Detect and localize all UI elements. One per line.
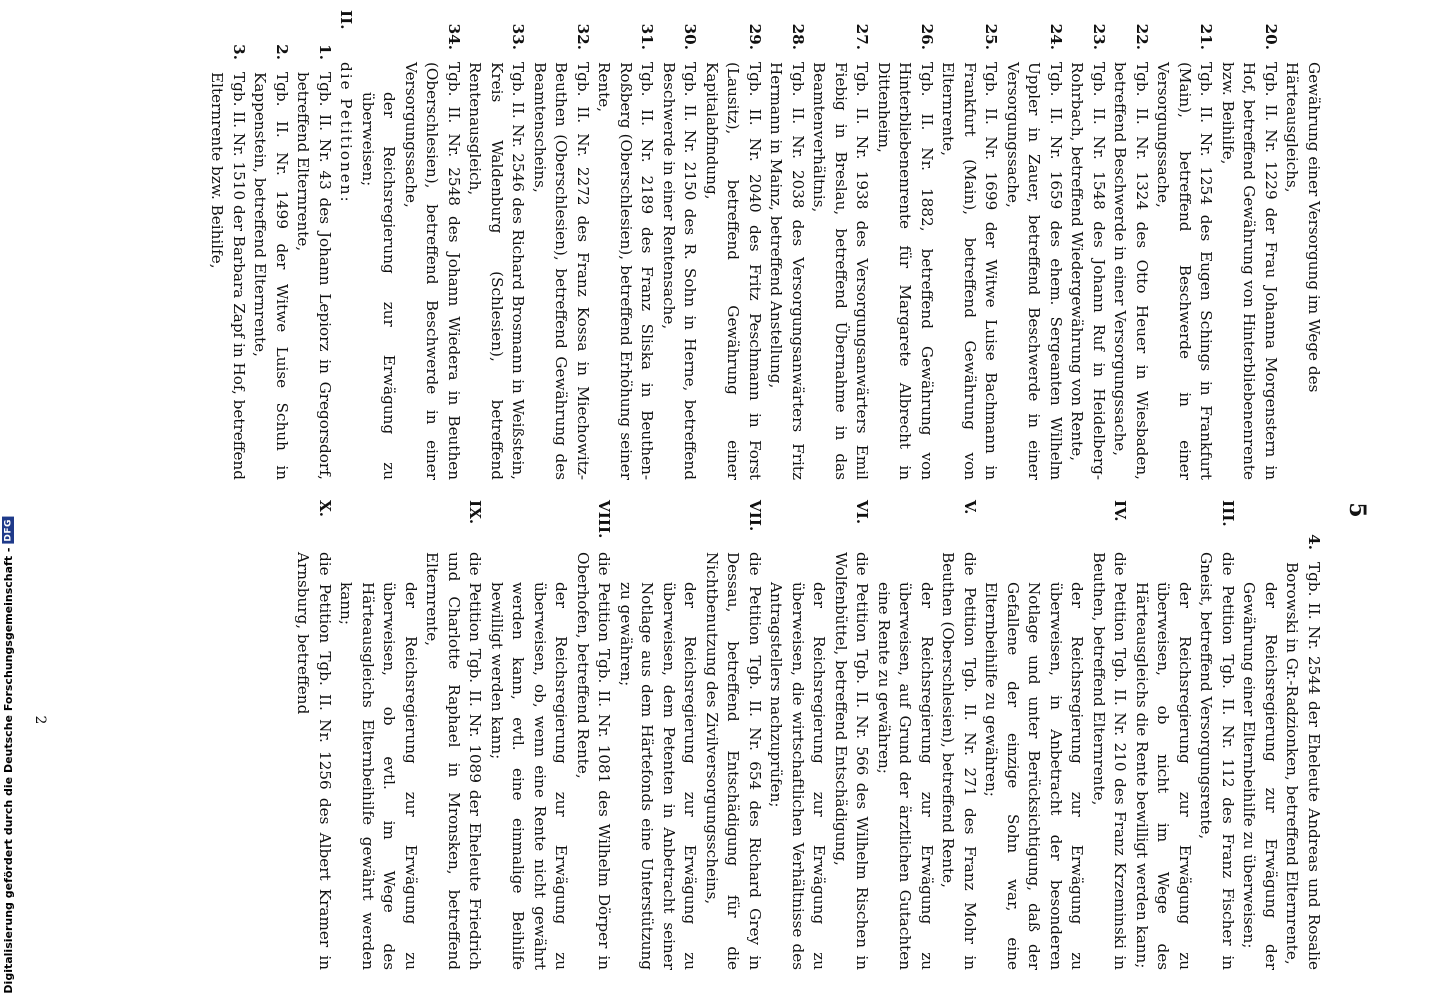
entry-number: 31. xyxy=(638,23,657,50)
entry-text: Tgb. II. Nr. 2272 des Franz Kossa in Miechowitz-Beuthen (Oberschlesien), betreffend Gewährung des Beamtenscheins, xyxy=(531,62,592,480)
section-heading xyxy=(830,500,873,970)
petition-entry xyxy=(1109,10,1152,480)
section-numeral: III. xyxy=(1219,500,1237,527)
petition-section xyxy=(292,500,335,970)
section-heading xyxy=(701,500,766,970)
entry-number: 24. xyxy=(1047,23,1065,50)
entry-number: 32. xyxy=(574,23,592,50)
resolution-text: der Reichsregierung zur Erwägung zu überweisen, dem Petenten in Anbetracht seiner Notlage aus dem Härtefonds eine Unterstützung zu gewähren; xyxy=(617,582,700,970)
section-heading xyxy=(937,500,980,970)
section-numeral: VI. xyxy=(853,500,872,525)
entry-number: 20. xyxy=(1262,23,1280,50)
section-text: die Petition Tgb. II. Nr. 654 des Richard Grey in Dessau, betreffend Entschädigung für die Nichtbenutzung des Zivilversorgungsscheins, xyxy=(703,552,764,970)
entry-text: Tgb. II. Nr. 2150 des R. Sohn in Herne, betreffend Beschwerde in einer Rentensache, xyxy=(660,62,700,480)
resolution-text: der Reichsregierung zur Erwägung zu überweisen, auf Grund der ärztlichen Gutachten eine Rente zu gewähren; xyxy=(875,582,936,970)
resolution-text: der Reichsregierung zur Erwägung zu überweisen; xyxy=(359,92,399,480)
petition-entry xyxy=(464,10,529,480)
petition-entry xyxy=(1002,10,1067,480)
petition-entry xyxy=(593,10,658,480)
section-numeral: V. xyxy=(961,500,979,515)
entry-text: Tgb. II. Nr. 1510 der Barbara Zapf in Hof, betreffend Elternrente bzw. Beihilfe, xyxy=(208,72,248,480)
digitization-credit xyxy=(2,517,15,994)
section-text: die Petition Tgb. II. Nr. 112 des Franz Fischer in Gneist, betreffend Versorgungsrente, xyxy=(1197,552,1237,970)
entry-number: 22. xyxy=(1133,23,1151,50)
petition-list-ii-continued xyxy=(1281,500,1324,970)
petition-sections xyxy=(292,500,1238,970)
petition-entry xyxy=(529,10,594,480)
entry-text: Tgb. II. Nr. 1229 der Frau Johanna Morgenstern in Hof, betreffend Gewährung von Hinterbliebenenrente bzw. Beihilfe, xyxy=(1219,62,1280,480)
entry-text: Tgb. II. Nr. 2038 des Versorgungsanwärters Fritz Hermann in Mainz, betreffend Anstellung, xyxy=(767,62,807,480)
entry-number: 29. xyxy=(746,23,764,50)
entry-number: 33. xyxy=(509,23,528,50)
section-numeral: IV. xyxy=(1111,500,1130,522)
entry-number: 4. xyxy=(1305,534,1323,550)
petition-entry xyxy=(1281,500,1324,970)
entry-number: 30. xyxy=(681,23,700,50)
petition-entry xyxy=(873,10,938,480)
entry-text: Tgb. II. Nr. 1499 der Witwe Luise Schuh in Kappenstein, betreffend Elternrente, xyxy=(251,72,291,480)
section-numeral: IX. xyxy=(466,500,485,525)
section-text: die Petition Tgb. II. Nr. 271 des Franz Mohr in Beuthen (Oberschlesien), betreffend Rente, xyxy=(939,552,979,970)
petition-entry xyxy=(1217,10,1282,480)
section-heading: die Petitionen: xyxy=(337,62,356,204)
section-heading xyxy=(1088,500,1131,970)
entry-text: Tgb. II. Nr. 1254 des Eugen Schings in Frankfurt (Main), betreffend Beschwerde in einer Versorgungssache, xyxy=(1154,62,1216,480)
petition-entry xyxy=(1066,10,1109,480)
page-number: 5 xyxy=(1344,502,1370,518)
section-numeral: VII. xyxy=(746,500,764,532)
section-text: die Petition Tgb. II. Nr. 1081 des Wilhelm Dörper in Oberhofen, betreffend Rente, xyxy=(574,552,614,970)
petition-section xyxy=(1131,500,1239,970)
section-numeral: II. xyxy=(337,10,356,30)
entry-text: Tgb. II. Nr. 2040 des Fritz Peschmann in Forst (Lausitz), betreffend Gewährung einer Kapitalabfindung, xyxy=(703,62,764,480)
resolution-text: der Reichsregierung zur Erwägung zu überweisen, ob evtl. im Wege des Härteausgleichs Elternbeihilfe gewährt werden kann; xyxy=(337,582,420,970)
petition-entry xyxy=(937,10,1002,480)
resolution-text: der Reichsregierung zur Erwägung zu überweisen, ob nicht im Wege des Härteausgleichs die Rente bewilligt werden kann; xyxy=(1133,582,1194,970)
entry-text: Tgb. II. Nr. 1548 des Johann Ruf in Heidelberg-Rohrbach, betreffend Wiedergewährung von Rente, xyxy=(1068,62,1108,480)
resolution-text: der Reichsregierung zur Erwägung zu überweisen, ob, wenn eine Rente nicht gewährt werden kann, evtl. eine einmalige Beihilfe bewilligt werden kann; xyxy=(488,582,571,970)
entry-text: Tgb. II. Nr. 1938 des Versorgungsanwärters Emil Fiebig in Breslau, betreffend Übernahme in das Beamtenverhältnis, xyxy=(810,62,872,480)
petition-entry xyxy=(658,10,701,480)
signature-mark: 2 xyxy=(32,715,48,725)
section-numeral: X. xyxy=(316,500,334,518)
petition-entry xyxy=(765,10,808,480)
petition-list-ii xyxy=(206,10,335,480)
entry-text: Tgb. II. Nr. 2189 des Franz Sliska in Beuthen-Roßberg (Oberschlesien), betreffend Erhöhung seiner Rente, xyxy=(595,62,657,480)
entry-text: Tgb. II. Nr. 43 des Johann Lepiorz in Gregorsdorf, betreffend Elternrente, xyxy=(294,72,334,480)
resolution-text: der Reichsregierung zur Erwägung der Gewährung einer Elternbeihilfe zu überweisen; xyxy=(1240,582,1280,970)
petition-section xyxy=(486,500,615,970)
dfg-logo: DFG xyxy=(3,519,14,542)
section-heading xyxy=(421,500,486,970)
entry-text: Tgb. II. Nr. 1324 des Otto Heuer in Wiesbaden, betreffend Beschwerde in einer Versorgungssache, xyxy=(1111,62,1151,480)
intro-text: Gewährung einer Versorgung im Wege des Härteausgleichs, xyxy=(1283,62,1323,393)
left-column xyxy=(206,10,1324,480)
section-text: die Petition Tgb. II. Nr. 1256 des Albert Kramer in Arnsburg, betreffend xyxy=(294,552,334,970)
entry-text: Tgb. II. Nr. 1659 des ehem. Sergeanten Wilhelm Uppler in Zauer, betreffend Beschwerde in einer Versorgungssache, xyxy=(1004,62,1065,480)
credit-text: Digitalisierung gefördert durch die Deutsche Forschungsgemeinschaft - xyxy=(2,547,15,994)
petition-section xyxy=(765,500,873,970)
entry-text: Tgb. II. Nr. 1882, betreffend Gewährung von Hinterbliebenenrente für Margarete Albrecht in Dittenheim, xyxy=(875,62,936,480)
petition-entry xyxy=(400,10,465,480)
resolution-text: der Reichsregierung zur Erwägung zu überweisen, in Anbetracht der besonderen Notlage und unter Berücksichtigung, daß der Gefallene der einzige Sohn war, eine Elternbeihilfe zu gewähren; xyxy=(982,582,1087,970)
entry-number: 23. xyxy=(1090,23,1108,50)
section-text: die Petition Tgb. II. Nr. 210 des Franz Krzeminski in Beuthen, betreffend Elternrente, xyxy=(1090,552,1130,970)
entry-number: 25. xyxy=(982,23,1001,50)
resolution-text: der Reichsregierung zur Erwägung zu überweisen, die wirtschaftlichen Verhältnisse des Antragstellers nachzuprüfen; xyxy=(767,582,829,970)
entry-number: 21. xyxy=(1197,23,1216,50)
entry-text: Tgb. II. Nr. 1699 der Witwe Luise Bachmann in Frankfurt (Main), betreffend Gewährung von Elternrente, xyxy=(939,62,1001,480)
entry-number: 3. xyxy=(230,44,248,60)
petition-section xyxy=(873,500,981,970)
entry-text: Tgb. II. Nr. 2546 des Richard Brosmann in Weißstein, Kreis Waldenburg (Schlesien), betreffend Rentenausgleich, xyxy=(466,62,528,480)
entry-number: 34. xyxy=(445,23,463,50)
section-heading xyxy=(1195,500,1238,970)
petition-entry xyxy=(206,10,249,480)
petition-list-i xyxy=(400,10,1282,480)
entry-text: Tgb. II. Nr. 2544 der Eheleute Andreas und Rosalie Borowski in Gr.-Radzionken, betreffend Elternrente, xyxy=(1283,562,1323,970)
petition-entry xyxy=(1152,10,1217,480)
section-numeral: VIII. xyxy=(595,500,614,539)
entry-number: 27. xyxy=(853,23,872,50)
petition-entry xyxy=(249,10,292,480)
petition-section xyxy=(980,500,1131,970)
entry-number: 2. xyxy=(273,44,291,60)
section-heading xyxy=(292,500,335,970)
petition-entry xyxy=(808,10,873,480)
petition-section xyxy=(335,500,486,970)
petition-section xyxy=(615,500,766,970)
section-text: die Petition Tgb. II. Nr. 566 des Wilhelm Rischen in Wolfenbüttel, betreffend Entschädigung, xyxy=(832,552,872,970)
petition-entry xyxy=(292,10,335,480)
entry-text: Tgb. II. Nr. 2548 des Johann Wiedera in Beuthen (Oberschlesien), betreffend Beschwerde in einer Versorgungssache, xyxy=(402,62,463,480)
right-column xyxy=(292,500,1324,970)
section-ii xyxy=(335,10,357,480)
entry-number: 1. xyxy=(316,44,334,60)
entry-number: 28. xyxy=(789,23,807,50)
entry-number: 26. xyxy=(918,23,936,50)
section-heading xyxy=(572,500,615,970)
section-text: die Petition Tgb. II. Nr. 1089 der Eheleute Friedrich und Charlotte Raphael in Mronsken, betreffend Elternrente, xyxy=(423,552,485,970)
petition-entry xyxy=(701,10,766,480)
